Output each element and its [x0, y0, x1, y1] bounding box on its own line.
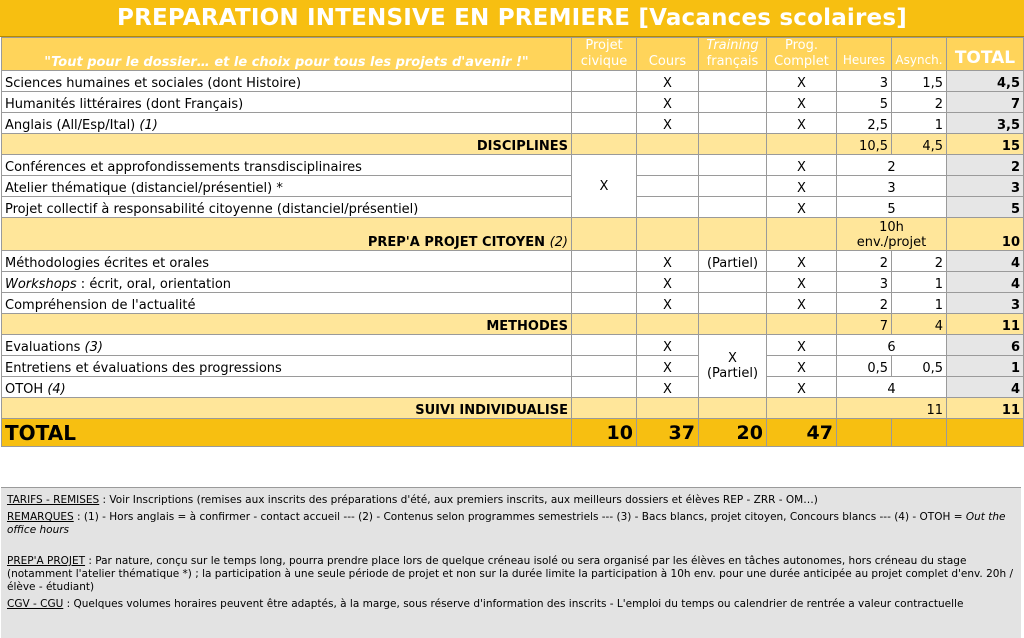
col-header-asynch: Asynch.: [892, 38, 947, 71]
table-row: Conférences et approfondissements transdisciplinaires X X 2 2: [2, 155, 1024, 176]
col-header-prog: Prog. Complet: [767, 38, 837, 71]
page-title: PREPARATION INTENSIVE EN PREMIERE [Vacances scolaires]: [0, 0, 1024, 37]
suivi-training-mark: X (Partiel): [699, 335, 767, 398]
table-row: Entretiens et évaluations des progressions X X 0,5 0,5 1: [2, 356, 1024, 377]
note-tarifs: TARIFS - REMISES : Voir Inscriptions (remises aux inscrits des préparations d'été, aux premiers inscrits, aux meilleurs dossiers et élèves REP - ZRR - OM…): [7, 494, 818, 506]
table-row: Evaluations (3) X X (Partiel) X 6 6: [2, 335, 1024, 356]
table-row: Sciences humaines et sociales (dont Histoire) X X 3 1,5 4,5: [2, 71, 1024, 92]
note-prepa-projet: PREP'A PROJET : Par nature, conçu sur le temps long, pourra prendre place lors de quelque créneau isolé ou sera organisé par les élèves en tâches autonomes, hors créneau du stage (notamment l'atelier thématique *) ; la participation à une seule période de projet et non sur la durée limite la participation à 10h env. pour une durée anticipée au projet complet d'env. 20h / élève - étudiant): [7, 555, 1013, 593]
table-row: Projet collectif à responsabilité citoyenne (distanciel/présentiel) X 5 5: [2, 197, 1024, 218]
col-header-training: Training français: [699, 38, 767, 71]
table-row: Anglais (All/Esp/Ital) (1) X X 2,5 1 3,5: [2, 113, 1024, 134]
table-row: Humanités littéraires (dont Français) X X 5 2 7: [2, 92, 1024, 113]
col-header-projet: Projet civique: [572, 38, 637, 71]
col-header-cours: Cours: [637, 38, 699, 71]
table-row: Compréhension de l'actualité X X 2 1 3: [2, 293, 1024, 314]
table-row: Workshops : écrit, oral, orientation X X 3 1 4: [2, 272, 1024, 293]
notes-panel: [1, 487, 1021, 638]
subtotal-row-methodes: METHODES 7 4 11: [2, 314, 1024, 335]
note-remarques: REMARQUES : (1) - Hors anglais = à confirmer - contact accueil --- (2) - Contenus selon programmes semestriels --- (3) - Bacs blancs, projet citoyen, Concours blancs --- (4) - OTOH = Out the office hours: [7, 511, 1006, 536]
subtotal-row-prepa-projet: PREP'A PROJET CITOYEN (2) 10h env./projet 10: [2, 218, 1024, 251]
col-header-heures: Heures: [837, 38, 892, 71]
subtotal-row-suivi: SUIVI INDIVIDUALISE 11 11: [2, 398, 1024, 419]
schedule-table: [1, 37, 1024, 447]
table-row: Atelier thématique (distanciel/présentiel) * X 3 3: [2, 176, 1024, 197]
subtotal-row-disciplines: DISCIPLINES 10,5 4,5 15: [2, 134, 1024, 155]
header-row: [2, 38, 1024, 71]
table-row: OTOH (4) X X 4 4: [2, 377, 1024, 398]
grand-total-row: TOTAL 10 37 20 47: [2, 419, 1024, 447]
slogan: "Tout pour le dossier… et le choix pour tous les projets d'avenir !": [2, 38, 572, 71]
col-header-total: TOTAL: [947, 38, 1024, 71]
note-cgv: CGV - CGU : Quelques volumes horaires peuvent être adaptés, à la marge, sous réserve d'information des inscrits - L'emploi du temps ou calendrier de rentrée a valeur contractuelle: [7, 598, 964, 610]
projet-civique-mark: X: [572, 155, 637, 218]
table-row: Méthodologies écrites et orales X (Partiel) X 2 2 4: [2, 251, 1024, 272]
